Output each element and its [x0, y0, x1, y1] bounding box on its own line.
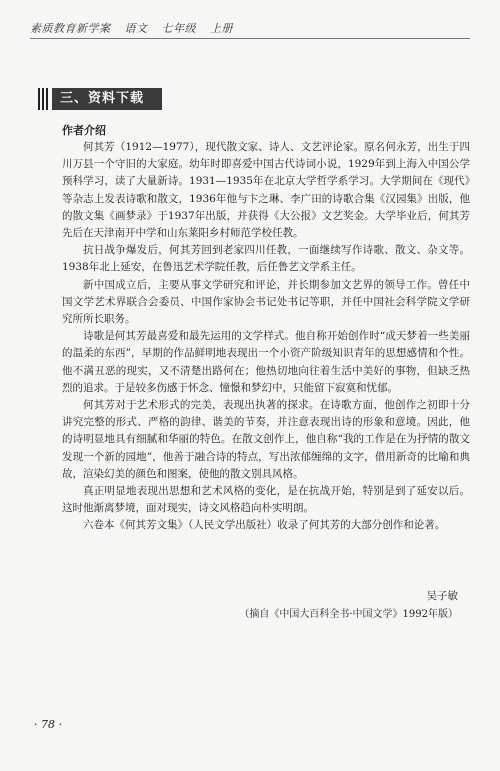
header-series: 素质教育新学案 [30, 22, 111, 35]
article-body [62, 139, 470, 535]
subsection-title: 作者介绍 [62, 124, 106, 137]
section-stripe-decoration [38, 88, 50, 110]
section-title: 三、资料下载 [52, 88, 162, 110]
paragraph: 六卷本《何其芳文集》（人民文学出版社）收录了何其芳的大部分创作和论著。 [83, 519, 446, 532]
header-subject: 语文 [124, 22, 148, 35]
paragraph: 诗歌是何其芳最喜爱和最先运用的文学样式。他自称开始创作时“成天梦着一些美丽的温柔的东西”，早期的作品鲜明地表现出一个小资产阶级知识青年的思想感情和个性。他不满丑恶的现实，又不清楚出路何在；他热切地向往着生活中美好的事物，但缺乏热烈的追求。于是较多伤感于怀念、憧憬和梦幻中，只能留下寂寞和忧郁。 [62, 330, 470, 394]
paragraph: 新中国成立后，主要从事文学研究和评论，并长期参加文艺界的领导工作。曾任中国文学艺术界联合会委员、中国作家协会书记处书记等职，并任中国社会科学院文学研究所所长职务。 [62, 278, 470, 326]
author-credit: 吴子敏 [426, 590, 458, 602]
section-heading [38, 88, 162, 110]
running-header [30, 20, 470, 36]
page-number: · 78 · [34, 718, 62, 731]
header-grade: 七年级 [161, 22, 196, 35]
paragraph: 何其芳对于艺术形式的完美，表现出执著的探求。在诗歌方面，他创作之初即十分讲究完整的形式、严格的韵律、谐美的节奏，并注意表现出诗的形象和意境。因此，他的诗明显地具有细腻和华丽的特色。在散文创作上，他自称“我的工作是在为抒情的散文发现一个新的园地”，他善于融合诗的特点，写出浓郁缠绵的文字，借用新奇的比喻和典故，渲染幻美的颜色和图案，使他的散文别具风格。 [62, 399, 470, 480]
paragraph: 何其芳（1912—1977），现代散文家、诗人、文艺评论家。原名何永芳，出生于四川万县一个守旧的大家庭。幼年时即喜爱中国古代诗词小说，1929年到上海入中国公学预科学习，读了大量新诗。1931—1935年在北京大学哲学系学习。大学期间在《现代》等杂志上发表诗歌和散文，1936年他与卞之琳、李广田的诗歌合集《汉园集》出版，他的散文集《画梦录》于1937年出版，并获得《大公报》文艺奖金。大学毕业后，何其芳先后在天津南开中学和山东莱阳乡村师范学校任教。 [62, 141, 470, 240]
paragraph: 真正明显地表现出思想和艺术风格的变化，是在抗战开始，特别是到了延安以后。这时他渐离梦境，面对现实，诗文风格趋向朴实明朗。 [62, 485, 470, 515]
header-volume: 上册 [210, 22, 233, 35]
paragraph: 抗日战争爆发后，何其芳回到老家四川任教，一面继续写作诗歌、散文、杂文等。1938年北上延安，在鲁迅艺术学院任教，后任鲁艺文学系主任。 [62, 244, 470, 274]
header-divider [30, 38, 470, 39]
source-note: （摘自《中国大百科全书·中国文学》1992年版） [239, 609, 458, 620]
